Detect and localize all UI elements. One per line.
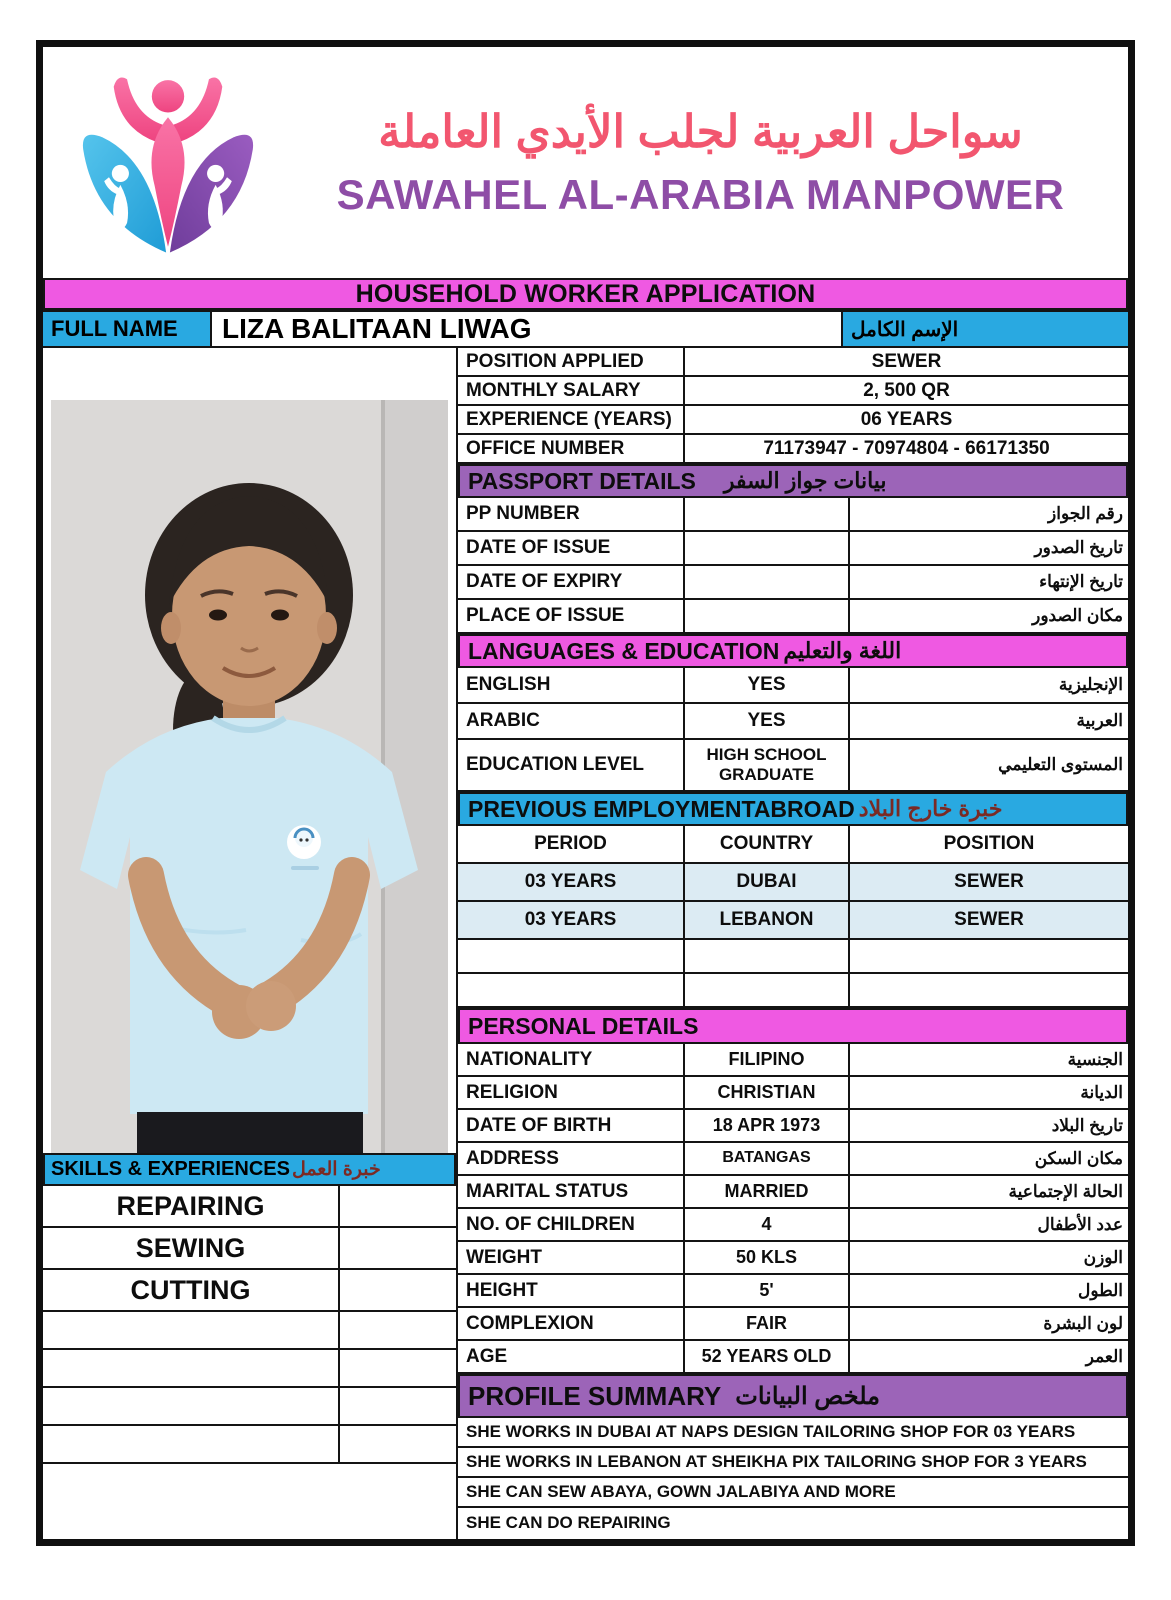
field-label: PLACE OF ISSUE	[458, 600, 685, 632]
field-label: PP NUMBER	[458, 498, 685, 530]
skills-title-arabic: خبرة العمل	[291, 1159, 381, 1180]
field-label-arabic: مكان السكن	[1034, 1148, 1123, 1168]
field-value: BATANGAS	[685, 1143, 850, 1174]
field-label: ARABIC	[458, 704, 685, 738]
field-value	[685, 498, 850, 530]
employment-period: 03 YEARS	[458, 864, 685, 900]
column-header: PERIOD	[458, 826, 685, 862]
field-label: RELIGION	[458, 1077, 685, 1108]
employment-position	[850, 940, 1128, 972]
passport-row	[458, 498, 1128, 532]
field-label: COMPLEXION	[458, 1308, 685, 1339]
employment-row	[458, 864, 1128, 902]
right-column	[458, 348, 1128, 1539]
skill-note-cell	[340, 1228, 456, 1268]
employment-period	[458, 940, 685, 972]
info-row	[458, 406, 1128, 435]
field-label-arabic: الإنجليزية	[1058, 675, 1123, 694]
skill-note-cell	[340, 1312, 456, 1348]
field-value: 5'	[685, 1275, 850, 1306]
personal-row	[458, 1275, 1128, 1308]
skill-item: CUTTING	[43, 1270, 340, 1310]
employment-period: 03 YEARS	[458, 902, 685, 938]
skills-empty-cell	[43, 1464, 456, 1539]
employment-position: SEWER	[954, 871, 1024, 892]
field-value: 18 APR 1973	[685, 1110, 850, 1141]
skill-row	[43, 1186, 456, 1228]
field-value: MARRIED	[685, 1176, 850, 1207]
personal-row	[458, 1044, 1128, 1077]
field-value: HIGH SCHOOL GRADUATE	[685, 740, 850, 790]
field-label: NATIONALITY	[458, 1044, 685, 1075]
personal-title: PERSONAL DETAILS	[468, 1012, 699, 1039]
employment-row	[458, 902, 1128, 940]
personal-row	[458, 1308, 1128, 1341]
full-name-row	[43, 310, 1128, 348]
skill-row	[43, 1228, 456, 1270]
employment-row	[458, 940, 1128, 974]
header	[43, 47, 1128, 278]
employment-row	[458, 974, 1128, 1008]
field-label: DATE OF ISSUE	[458, 532, 685, 564]
field-value: 50 KLS	[685, 1242, 850, 1273]
field-label-arabic: تاريخ الصدور	[1034, 538, 1123, 557]
employment-country: DUBAI	[685, 864, 850, 900]
field-label-arabic: الوزن	[1083, 1247, 1123, 1267]
field-label: DATE OF BIRTH	[458, 1110, 685, 1141]
field-label: AGE	[458, 1341, 685, 1372]
full-name-value: LIZA BALITAAN LIWAG	[212, 312, 843, 346]
info-value: 06 YEARS	[860, 408, 953, 430]
field-value: YES	[685, 668, 850, 702]
skills-title: SKILLS & EXPERIENCES	[51, 1158, 290, 1180]
column-header: COUNTRY	[685, 826, 850, 862]
application-title-banner	[43, 278, 1128, 310]
column-header: POSITION	[943, 833, 1035, 854]
employment-position: SEWER	[954, 909, 1024, 930]
info-value: SEWER	[871, 350, 942, 372]
field-label-arabic: العمر	[1085, 1346, 1123, 1366]
profile-line: SHE WORKS IN LEBANON AT SHEIKHA PIX TAILORING SHOP FOR 3 YEARS	[458, 1448, 1128, 1478]
language-row	[458, 704, 1128, 740]
personal-row	[458, 1143, 1128, 1176]
field-label-arabic: تاريخ البلاد	[1051, 1115, 1123, 1135]
skill-item: SEWING	[43, 1228, 340, 1268]
field-label-arabic: الديانة	[1080, 1082, 1123, 1102]
field-label: HEIGHT	[458, 1275, 685, 1306]
employment-country	[685, 974, 850, 1006]
field-label: EDUCATION LEVEL	[458, 740, 685, 790]
field-label-arabic: تاريخ الإنتهاء	[1039, 572, 1123, 591]
field-label-arabic: عدد الأطفال	[1037, 1214, 1123, 1234]
agency-logo	[43, 50, 293, 275]
photo-top-gap	[43, 348, 456, 400]
field-label: MARITAL STATUS	[458, 1176, 685, 1207]
agency-title-english: SAWAHEL AL-ARABIA MANPOWER	[336, 171, 1065, 219]
languages-section-banner	[458, 634, 1128, 668]
applicant-photo	[43, 400, 456, 1153]
skill-item	[43, 1388, 340, 1424]
field-label-arabic: العربية	[1076, 711, 1123, 730]
field-label-arabic: لون البشرة	[1043, 1313, 1123, 1333]
skill-row	[43, 1350, 456, 1388]
employment-period	[458, 974, 685, 1006]
passport-row	[458, 532, 1128, 566]
passport-title: PASSPORT DETAILS	[468, 467, 696, 494]
passport-section-banner	[458, 464, 1128, 498]
profile-line: SHE WORKS IN DUBAI AT NAPS DESIGN TAILORING SHOP FOR 03 YEARS	[458, 1418, 1128, 1448]
info-value: 2, 500 QR	[863, 379, 950, 401]
skill-note-cell	[340, 1186, 456, 1226]
field-value: 52 YEARS OLD	[685, 1341, 850, 1372]
field-label: ADDRESS	[458, 1143, 685, 1174]
field-label-arabic: المستوى التعليمي	[998, 755, 1123, 774]
document-sheet	[36, 40, 1135, 1546]
personal-row	[458, 1110, 1128, 1143]
personal-row	[458, 1209, 1128, 1242]
employment-title-arabic: خبرة خارج البلاد	[858, 796, 1003, 821]
field-label-arabic: الحالة الإجتماعية	[1008, 1181, 1123, 1201]
profile-title: PROFILE SUMMARY	[468, 1380, 722, 1411]
skill-note-cell	[340, 1388, 456, 1424]
personal-row	[458, 1242, 1128, 1275]
personal-row	[458, 1176, 1128, 1209]
info-row	[458, 377, 1128, 406]
full-name-label-arabic: الإسم الكامل	[851, 318, 959, 341]
field-value: FAIR	[685, 1308, 850, 1339]
passport-row	[458, 566, 1128, 600]
agency-title-arabic: سواحل العربية لجلب الأيدي العاملة	[378, 105, 1023, 157]
left-column	[43, 348, 458, 1539]
personal-section-banner	[458, 1008, 1128, 1044]
employment-title: PREVIOUS EMPLOYMENTABROAD	[468, 795, 855, 822]
skill-note-cell	[340, 1270, 456, 1310]
field-value: CHRISTIAN	[685, 1077, 850, 1108]
personal-row	[458, 1077, 1128, 1110]
application-title: HOUSEHOLD WORKER APPLICATION	[355, 279, 816, 308]
field-label: WEIGHT	[458, 1242, 685, 1273]
profile-title-arabic: ملخص البيانات	[735, 1382, 880, 1410]
info-label: OFFICE NUMBER	[458, 435, 685, 462]
employment-country	[685, 940, 850, 972]
field-value: 4	[685, 1209, 850, 1240]
field-label-arabic: الطول	[1078, 1280, 1123, 1300]
profile-line: SHE CAN SEW ABAYA, GOWN JALABIYA AND MORE	[458, 1478, 1128, 1508]
language-row	[458, 740, 1128, 792]
field-label-arabic: الجنسية	[1067, 1049, 1123, 1069]
field-label: NO. OF CHILDREN	[458, 1209, 685, 1240]
field-label: ENGLISH	[458, 668, 685, 702]
skill-row	[43, 1426, 456, 1464]
skill-row	[43, 1388, 456, 1426]
field-label: DATE OF EXPIRY	[458, 566, 685, 598]
agency-logo-icon	[68, 57, 268, 269]
personal-row	[458, 1341, 1128, 1374]
languages-title-arabic: اللغة والتعليم	[783, 638, 902, 663]
info-label: EXPERIENCE (YEARS)	[458, 406, 685, 433]
skill-item	[43, 1426, 340, 1462]
skill-row	[43, 1270, 456, 1312]
applicant-photo-image	[51, 400, 448, 1153]
passport-title-arabic: بيانات جواز السفر	[723, 468, 887, 493]
profile-section-banner	[458, 1374, 1128, 1418]
field-value	[685, 566, 850, 598]
employment-section-banner	[458, 792, 1128, 826]
skill-row	[43, 1312, 456, 1350]
languages-title: LANGUAGES & EDUCATION	[468, 637, 780, 664]
employment-header-row	[458, 826, 1128, 864]
passport-row	[458, 600, 1128, 634]
skill-item: REPAIRING	[43, 1186, 340, 1226]
info-row	[458, 435, 1128, 464]
employment-position	[850, 974, 1128, 1006]
info-label: MONTHLY SALARY	[458, 377, 685, 404]
info-value: 71173947 - 70974804 - 66171350	[763, 437, 1050, 459]
info-label: POSITION APPLIED	[458, 348, 685, 375]
skill-item	[43, 1350, 340, 1386]
header-titles	[293, 106, 1128, 220]
field-value	[685, 600, 850, 632]
field-label-arabic: مكان الصدور	[1032, 606, 1123, 625]
skill-note-cell	[340, 1426, 456, 1462]
profile-line: SHE CAN DO REPAIRING	[466, 1513, 671, 1532]
field-label-arabic: رقم الجواز	[1048, 504, 1123, 523]
info-row	[458, 348, 1128, 377]
field-value: FILIPINO	[685, 1044, 850, 1075]
language-row	[458, 668, 1128, 704]
skills-banner	[43, 1153, 456, 1186]
field-value: YES	[685, 704, 850, 738]
skill-item	[43, 1312, 340, 1348]
skill-note-cell	[340, 1350, 456, 1386]
employment-country: LEBANON	[685, 902, 850, 938]
full-name-label: FULL NAME	[43, 312, 212, 346]
field-value	[685, 532, 850, 564]
